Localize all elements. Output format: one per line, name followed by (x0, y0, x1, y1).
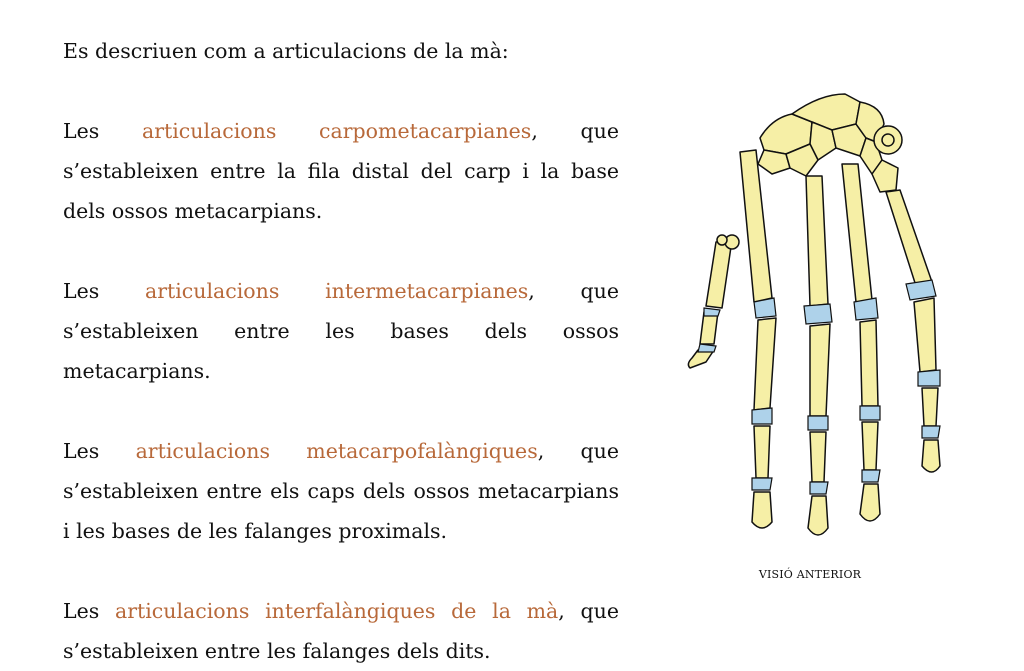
paragraph-interphalangeal (63, 591, 619, 671)
intro-text: Es descriuen com a articulacions de la mà: (63, 39, 509, 63)
ring-finger-bones (842, 164, 880, 521)
thumb-bones (688, 235, 739, 368)
term-carpometacarpal: articulacions carpometacarpianes (141, 119, 532, 143)
paragraph-rest: , que s’estableixen entre les bases dels ossos metacarpians. (63, 279, 619, 383)
paragraph-prefix: Les (63, 439, 136, 463)
text-column (63, 31, 619, 671)
middle-finger-bones (804, 176, 832, 535)
little-finger-bones (886, 190, 940, 472)
paragraph-rest: , que s’estableixen entre la fila distal del carp i la base dels ossos metacarpians. (63, 119, 619, 223)
hand-skeleton-illustration (660, 80, 960, 560)
term-interphalangeal: articulacions interfalàngiques de la mà (114, 599, 559, 623)
paragraph-intermetacarpal (63, 271, 619, 391)
paragraph-rest: , que s’estableixen entre els caps dels ossos metacarpians i les bases de les falanges proximals. (63, 439, 619, 543)
paragraph-prefix: Les (63, 599, 115, 623)
term-intermetacarpal: articulacions intermetacarpianes (144, 279, 529, 303)
term-metacarpophalangeal: articulacions metacarpofalàngiques (135, 439, 538, 463)
paragraph-prefix: Les (63, 279, 145, 303)
index-finger-bones (740, 150, 776, 528)
paragraph-carpometacarpal (63, 111, 619, 231)
paragraph-metacarpophalangeal (63, 431, 619, 551)
carpal-bones (758, 94, 902, 192)
figure-caption: VISIÓ ANTERIOR (758, 568, 862, 581)
paragraph-rest: , que s’estableixen entre les falanges dels dits. (63, 599, 619, 663)
paragraph-prefix: Les (63, 119, 142, 143)
hand-skeleton-figure (660, 80, 960, 580)
